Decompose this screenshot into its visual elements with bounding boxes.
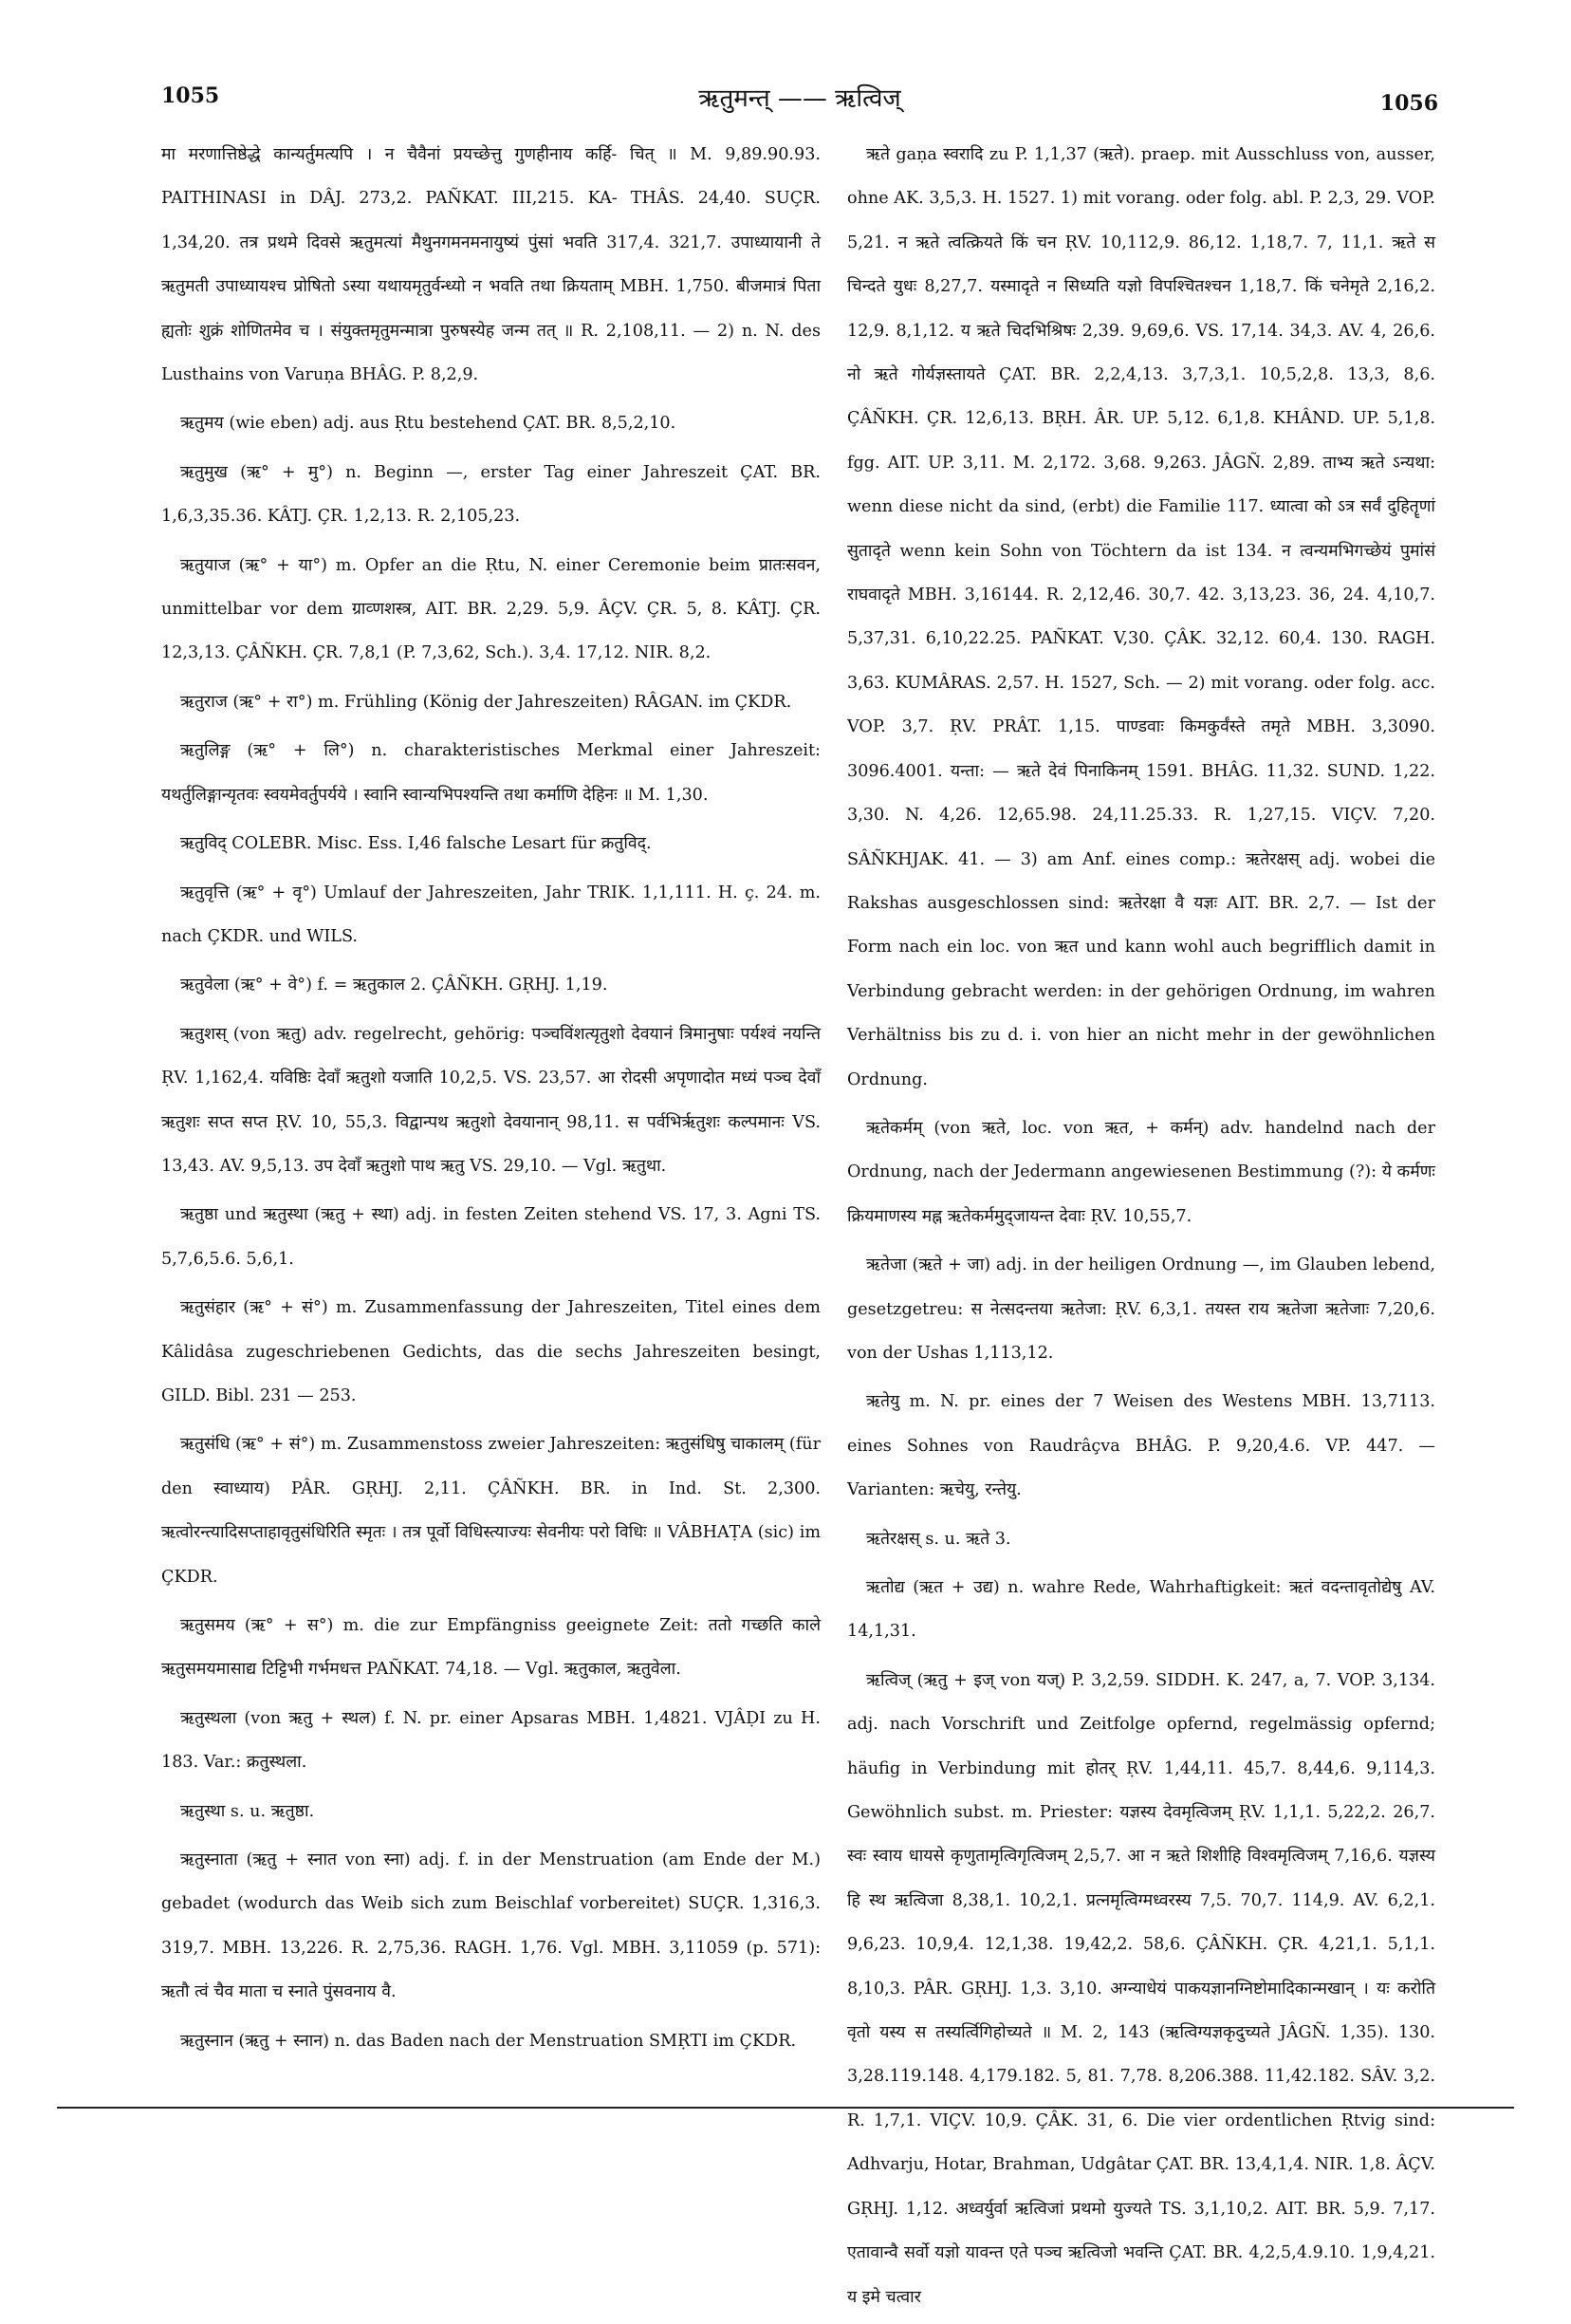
dictionary-entry: ऋतुशस् (von ऋतु) adv. regelrecht, gehörig: पञ्चविंशत्यृतुशो देवयानं त्रिमानुषाः पर्यश्वं नयन्ति ṚV. 1,162,4. यविष्ठिः देवाँ ऋतुशो यजाति 10,2,5. VS. 23,57. आ रोदसी अपृणादोत मध्यं पञ्च देवाँ ऋतुशः सप्त सप्त ṚV. 10, 55,3. विद्वान्पथ ऋतुशो देवयानान् 98,11. स पर्वभिर्ऋतुशः कल्पमानः VS. 13,43. AV. 9,5,13. उप देवाँ ऋतुशो पाथ ऋतु VS. 29,10. — Vgl. ऋतुथा. [161, 1024, 821, 1176]
dictionary-entry: ऋतुमुख (ऋ° + मु°) n. Beginn —, erster Tag einer Jahreszeit ÇAT. BR. 1,6,3,35.36. KÂTJ. ÇR. 1,2,13. R. 2,105,23. [161, 462, 821, 527]
left-page-number: 1055 [161, 84, 220, 108]
dictionary-entry: ऋतेरक्षस् s. u. ऋते 3. [866, 1529, 1011, 1549]
dictionary-entry: ऋतुसंहार (ऋ° + सं°) m. Zusammenfassung der Jahreszeiten, Titel eines dem Kâlidâsa zugeschriebenen Gedichts, das die sechs Jahreszeiten besingt, GILD. Bibl. 231 — 253. [161, 1298, 821, 1405]
footer-rule [57, 2107, 1514, 2109]
running-head: ऋतुमन्त् —— ऋत्विज् [698, 84, 901, 113]
dictionary-entry: ऋत्विज् (ऋतु + इज् von यज्) P. 3,2,59. SIDDH. K. 247, a, 7. VOP. 3,134. adj. nach Vorschrift und Zeitfolge opfernd, regelmässig opfernd; häufig in Verbindung mit होतर् ṚV. 1,44,11. 45,7. 8,44,6. 9,114,3. Gewöhnlich subst. m. Priester: यज्ञस्य देवमृत्विजम् ṚV. 1,1,1. 5,22,2. 26,7. स्वः स्वाय धायसे कृणुतामृत्विगृत्विजम् 2,5,7. आ न ऋते शिशीहि विश्वमृत्विजम् 7,16,6. यज्ञस्य हि स्थ ऋत्विजा 8,38,1. 10,2,1. प्रत्नमृत्विग्मध्वरस्य 7,5. 70,7. 114,9. AV. 6,2,1. 9,6,23. 10,9,4. 12,1,38. 19,42,2. 58,6. ÇÂÑKH. ÇR. 4,21,1. 5,1,1. 8,10,3. PÂR. GṚHJ. 1,3. 3,10. अग्न्याधेयं पाकयज्ञानग्निष्टोमादिकान्मखान् । यः करोति वृतो यस्य स तस्यर्त्विगिहोच्यते ॥ M. 2, 143 (ऋत्विग्यज्ञकृदुच्यते JÂGÑ. 1,35). 130. 3,28.119.148. 4,179.182. 5, 81. 7,78. 8,206.388. 11,42.182. SÂV. 3,2. R. 1,7,1. VIÇV. 10,9. ÇÂK. 31, 6. Die vier ordentlichen Ṛtvig sind: Adhvarju, Hotar, Brahman, Udgâtar ÇAT. BR. 13,4,1,4. NIR. 1,8. ÂÇV. GṚHJ. 1,12. अध्वर्युर्वा ऋत्विजां प्रथमो युज्यते TS. 3,1,10,2. AIT. BR. 5,9. 7,17. एतावान्वै सर्वो यज्ञो यावन्त एते पञ्च ऋत्विजो भवन्ति ÇAT. BR. 4,2,5,4.9.10. 1,9,4,21. य इमे चत्वार [847, 1670, 1435, 2307]
dictionary-entry: ऋतुस्नान (ऋतु + स्नान) n. das Baden nach der Menstruation SMṚTI im ÇKDR. [180, 2031, 797, 2051]
dictionary-entry: ऋतुलिङ्ग (ऋ° + लि°) n. charakteristisches Merkmal einer Jahreszeit: यथर्तुलिङ्गान्यृतवः स्वयमेवर्तुपर्यये । स्वानि स्वान्यभिपश्यन्ति तथा कर्माणि देहिनः ॥ M. 1,30. [161, 741, 821, 805]
dictionary-entry: ऋतुवेला (ऋ° + वे°) f. = ऋतुकाल 2. ÇÂÑKH. GṚHJ. 1,19. [180, 976, 608, 995]
dictionary-entry: ऋतुराज (ऋ° + रा°) m. Frühling (König der Jahreszeiten) RÂGAN. im ÇKDR. [180, 692, 792, 712]
left-column [161, 133, 821, 2068]
right-column [847, 133, 1435, 2324]
dictionary-entry: ऋतुसमय (ऋ° + स°) m. die zur Empfängniss geeignete Zeit: ततो गच्छति काले ऋतुसमयमासाद्य टिट्टिभी गर्भमधत्त PAÑKAT. 74,18. — Vgl. ऋतुकाल, ऋतुवेला. [161, 1616, 821, 1680]
dictionary-entry: ऋतेजा (ऋते + जा) adj. in der heiligen Ordnung —, im Glauben lebend, gesetzgetreu: स नेत्सदन्तया ऋतेजा: ṚV. 6,3,1. तयस्त राय ऋतेजा ऋतेजाः 7,20,6. von der Ushas 1,113,12. [847, 1255, 1435, 1363]
dictionary-entry: ऋते gaṇa स्वरादि zu P. 1,1,37 (ऋते). praep. mit Ausschluss von, ausser, ohne AK. 3,5,3. H. 1527. 1) mit vorang. oder folg. abl. P. 2,3, 29. VOP. 5,21. न ऋते त्वत्क्रियते किं चन ṚV. 10,112,9. 86,12. 1,18,7. 7, 11,1. ऋते स चिन्दते युधः 8,27,7. यस्मादृते न सिध्यति यज्ञो विपश्चितश्चन 1,18,7. किं चनेमृते 2,16,2. 12,9. 8,1,12. य ऋते चिदभिश्रिषः 2,39. 9,69,6. VS. 17,14. 34,3. AV. 4, 26,6. नो ऋते गोर्यज्ञस्तायते ÇAT. BR. 2,2,4,13. 3,7,3,1. 10,5,2,8. 13,3, 8,6. ÇÂÑKH. ÇR. 12,6,13. BṚH. ÂR. UP. 5,12. 6,1,8. KHÂND. UP. 5,1,8. fgg. AIT. UP. 3,11. M. 2,172. 3,68. 9,263. JÂGÑ. 2,89. ताभ्य ऋते ऽन्यथा: wenn diese nicht da sind, (erbt) die Familie 117. ध्यात्वा को ऽत्र सर्वं दुहितॄणां सुतादृते wenn kein Sohn von Töchtern da ist 134. न त्वन्यमभिगच्छेयं पुमांसं राघवादृते MBH. 3,16144. R. 2,12,46. 30,7. 42. 3,13,23. 36, 24. 4,10,7. 5,37,31. 6,10,22.25. PAÑKAT. V,30. ÇÂK. 32,12. 60,4. 130. RAGH. 3,63. KUMÂRAS. 2,57. H. 1527, Sch. — 2) mit vorang. oder folg. acc. VOP. 3,7. ṚV. PRÂT. 1,15. पाण्डवाः किमकुर्वंस्ते तमृते MBH. 3,3090. 3096.4001. यन्ता: — ऋते देवं पिनाकिनम् 1591. BHÂG. 11,32. SUND. 1,22. 3,30. N. 4,26. 12,65.98. 24,11.25.33. R. 1,27,15. VIÇV. 7,20. SÂÑKHJAK. 41. — 3) am Anf. eines comp.: ऋतेरक्षस् adj. wobei die Rakshas ausgeschlossen sind: ऋतेरक्षा वै यज्ञः AIT. BR. 2,7. — Ist der Form nach ein loc. von ऋत und kann wohl auch begrifflich damit in Verbindung gebracht werden: in der gehörigen Ordnung, im wahren Verhältniss bis zu d. i. von hier an nicht mehr in der gewöhnlichen Ordnung. [847, 145, 1435, 1089]
dictionary-entry: ऋतुष्ठा und ऋतुस्था (ऋतु + स्था) adj. in festen Zeiten stehend VS. 17, 3. Agni TS. 5,7,6,5.6. 5,6,1. [161, 1205, 821, 1269]
dictionary-entry: ऋतुयाज (ऋ° + या°) m. Opfer an die Ṛtu, N. einer Ceremonie beim प्रातःसवन, unmittelbar vor dem ग्राव्णशस्त्र, AIT. BR. 2,29. 5,9. ÂÇV. ÇR. 5, 8. KÂTJ. ÇR. 12,3,13. ÇÂÑKH. ÇR. 7,8,1 (P. 7,3,62, Sch.). 3,4. 17,12. NIR. 8,2. [161, 555, 821, 663]
dictionary-entry: ऋतोद्य (ऋत + उद्य) n. wahre Rede, Wahrhaftigkeit: ऋतं वदन्तावृतोद्येषु AV. 14,1,31. [847, 1578, 1435, 1642]
dictionary-entry: ऋतुस्नाता (ऋतु + स्नात von स्ना) adj. f. in der Menstruation (am Ende der M.) gebadet (wodurch das Weib sich zum Beischlaf vorbereitet) SUÇR. 1,316,3. 319,7. MBH. 13,226. R. 2,75,36. RAGH. 1,76. Vgl. MBH. 3,11059 (p. 571): ऋतौ त्वं चैव माता च स्नाते पुंसवनाय वै. [161, 1850, 821, 2002]
right-page-number: 1056 [1379, 91, 1438, 116]
dictionary-entry: ऋतेकर्मम् (von ऋते, loc. von ऋत, + कर्मन्) adv. handelnd nach der Ordnung, nach der Jedermann angewiesenen Bestimmung (?): ये कर्मणः क्रियमाणस्य मह्न ऋतेकर्ममुद्जायन्त देवाः ṚV. 10,55,7. [847, 1118, 1435, 1226]
dictionary-entry: ऋतुमय (wie eben) adj. aus Ṛtu bestehend ÇAT. BR. 8,5,2,10. [180, 414, 676, 434]
dictionary-entry: ऋतुस्था s. u. ऋतुष्ठा. [180, 1801, 315, 1821]
dictionary-entry: ऋतुसंधि (ऋ° + सं°) m. Zusammenstoss zweier Jahreszeiten: ऋतुसंधिषु चाकालम् (für den स्वाध्याय) PÂR. GṚHJ. 2,11. ÇÂÑKH. BR. in Ind. St. 2,300. ऋत्वोरन्त्यादिसप्ताहावृतुसंधिरिति स्मृतः । तत्र पूर्वो विधिस्त्याज्यः सेवनीयः परो विधिः ॥ VÂBHAṬA (sic) im ÇKDR. [161, 1435, 821, 1587]
dictionary-entry: ऋतुवृत्ति (ऋ° + वृ°) Umlauf der Jahreszeiten, Jahr TRIK. 1,1,111. H. ç. 24. m. nach ÇKDR. und WILS. [161, 883, 821, 946]
page-header [161, 80, 1438, 127]
dictionary-entry: मा मरणात्तिष्ठेद्धे कान्यर्तुमत्यपि । न चैवैनां प्रयच्छेत्तु गुणहीनाय कर्हि- चित् ॥ M. 9,89.90.93. PAITHINASI in DÂJ. 273,2. PAÑKAT. III,215. KA- THÂS. 24,40. SUÇR. 1,34,20. तत्र प्रथमे दिवसे ऋतुमत्यां मैथुनगमनमनायुष्यं पुंसां भवति 317,4. 321,7. उपाध्यायानी ते ऋतुमती उपाध्यायश्च प्रोषितो ऽस्या यथायमृतुर्वन्ध्यो न भवति तथा क्रियताम् MBH. 1,750. बीजमात्रं पिता ह्यतोः शुक्रं शोणितमेव च । संयुक्तमृतुमन्मात्रा पुरुषस्येह जन्म तत् ॥ R. 2,108,11. — 2) n. N. des Lusthains von Varuṇa BHÂG. P. 8,2,9. [161, 145, 821, 385]
dictionary-entry: ऋतुविद् COLEBR. Misc. Ess. I,46 falsche Lesart für क्रतुविद्. [180, 834, 652, 854]
dictionary-entry: ऋतेयु m. N. pr. eines der 7 Weisen des Westens MBH. 13,7113. eines Sohnes von Raudrâçva BHÂG. P. 9,20,4.6. VP. 447. — Varianten: ऋचेयु, रन्तेयु. [847, 1392, 1435, 1500]
dictionary-entry: ऋतुस्थला (von ऋतु + स्थल) f. N. pr. einer Apsaras MBH. 1,4821. VJÂḌI zu H. 183. Var.: क्रतुस्थला. [161, 1708, 821, 1773]
